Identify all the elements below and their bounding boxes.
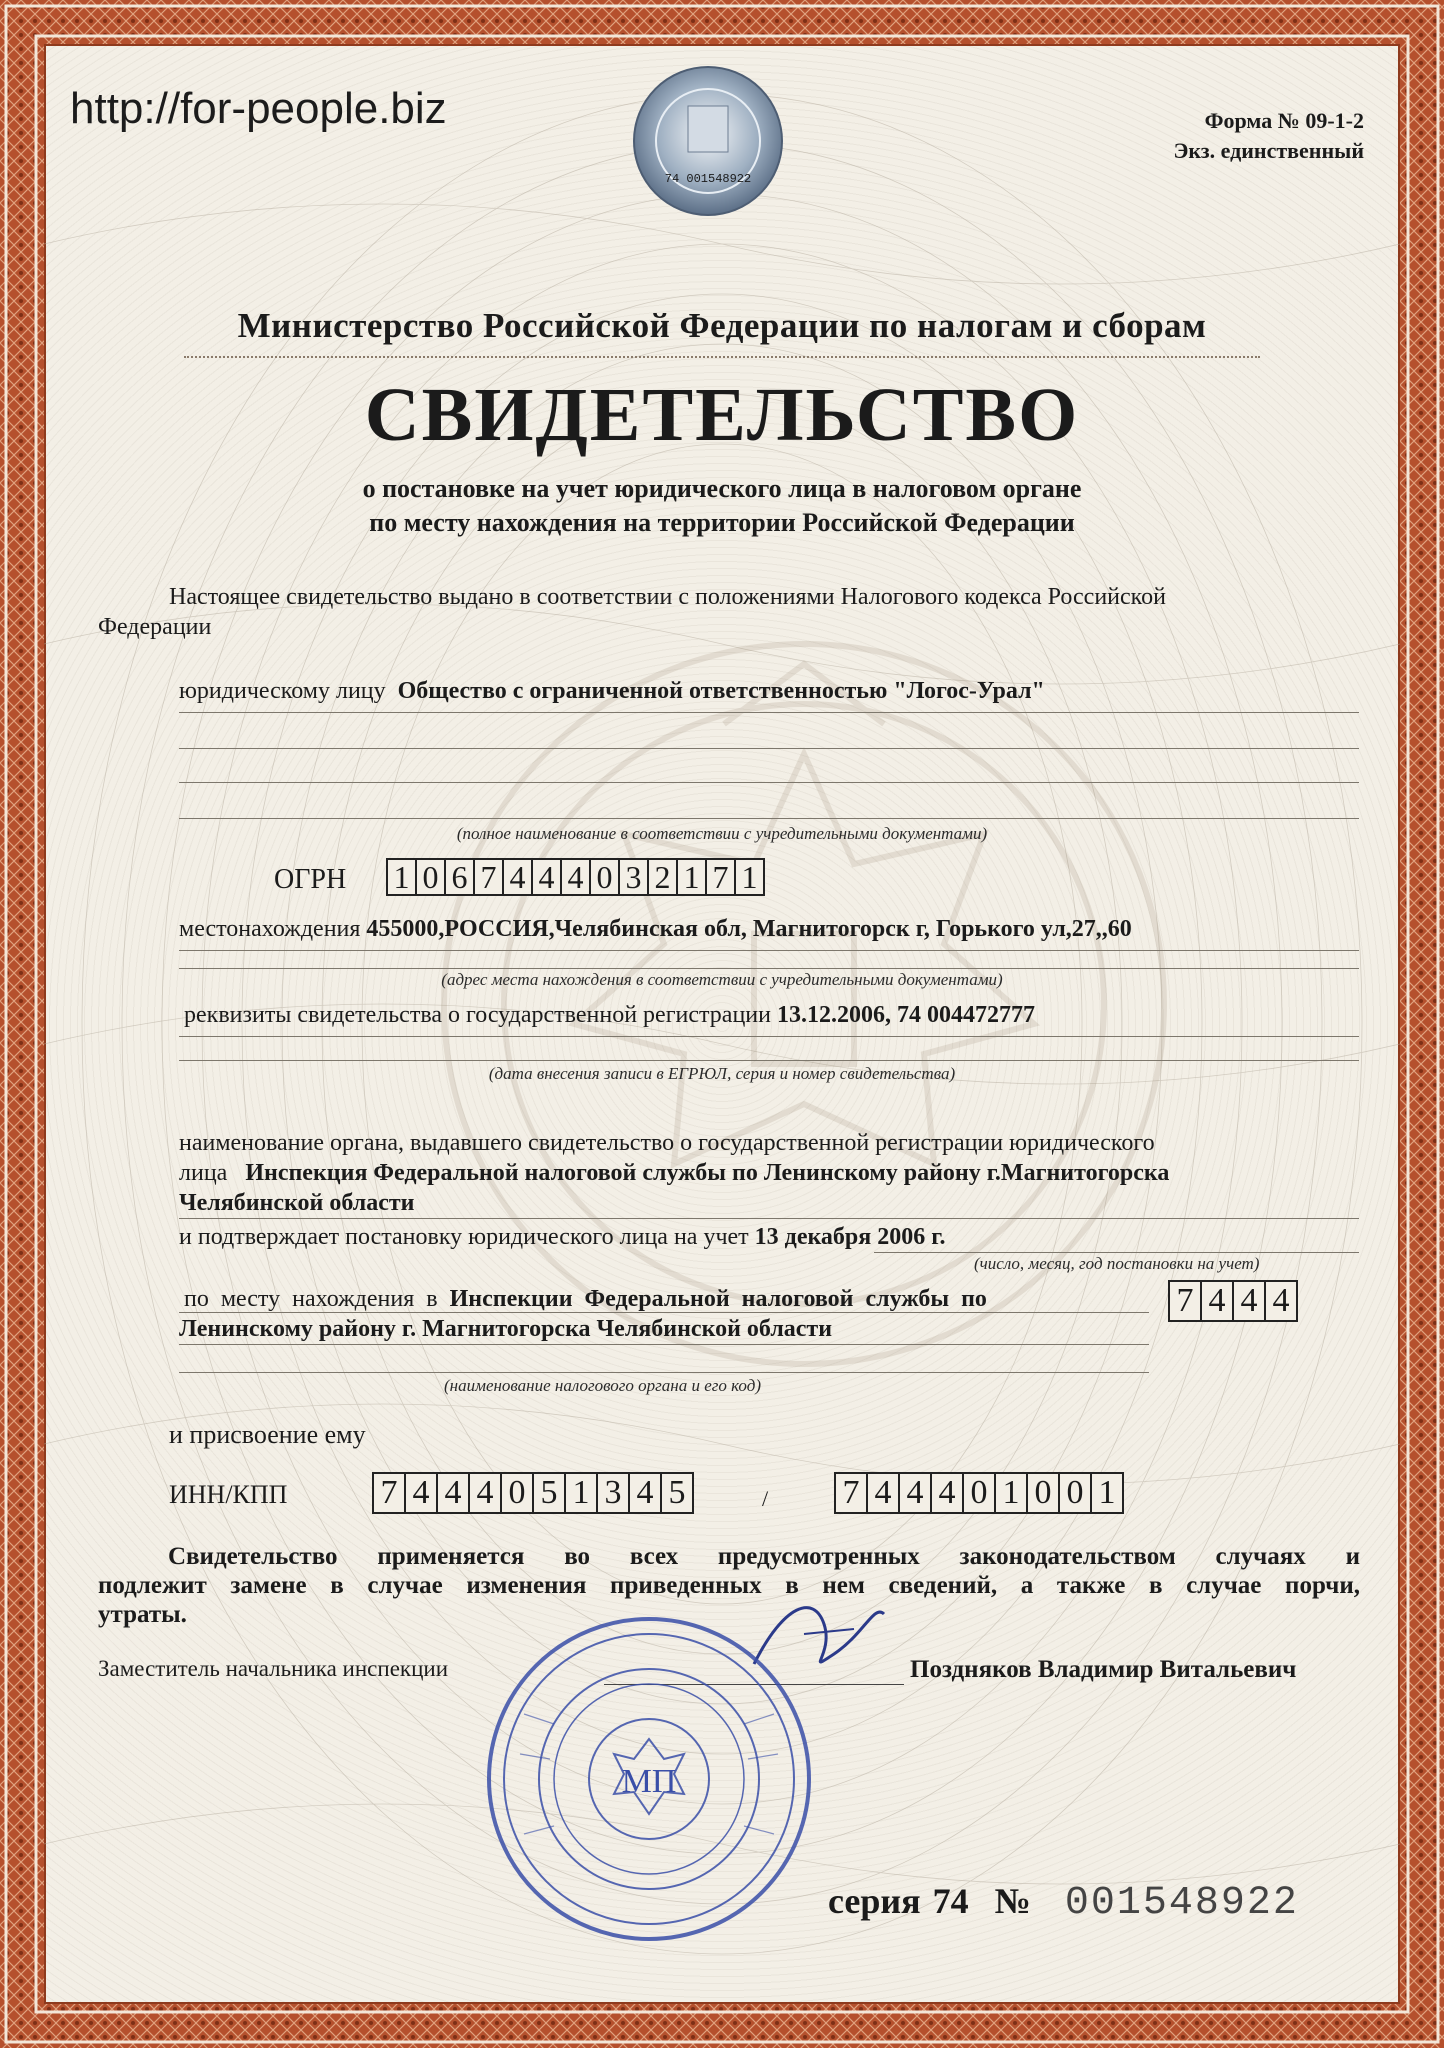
issuer-value-line-1: Инспекция Федеральной налоговой службы по Ленинскому району г.Магнитогорска bbox=[245, 1160, 1170, 1186]
tax-office-code-digit: 4 bbox=[1202, 1282, 1234, 1320]
entity-underline-2 bbox=[179, 748, 1359, 749]
inn-digit: 7 bbox=[374, 1474, 406, 1512]
ogrn-digit: 2 bbox=[649, 860, 678, 894]
registration-label: реквизиты свидетельства о государственной регистрации bbox=[184, 1002, 771, 1028]
entity-row bbox=[179, 678, 1045, 705]
kpp-digit: 0 bbox=[1060, 1474, 1092, 1512]
signatory-name: Поздняков Владимир Витальевич bbox=[910, 1656, 1297, 1683]
kpp-digit: 4 bbox=[868, 1474, 900, 1512]
ogrn-digit: 1 bbox=[678, 860, 707, 894]
location-label: местонахождения bbox=[179, 916, 361, 942]
document-subtitle bbox=[44, 472, 1400, 540]
issuer-underline bbox=[179, 1218, 1359, 1219]
entity-underline-3 bbox=[179, 782, 1359, 783]
registration-underline-1 bbox=[179, 1036, 1359, 1037]
series-block bbox=[828, 1880, 1299, 1926]
issuer-label-line-2: лица bbox=[179, 1160, 228, 1186]
inn-digit: 4 bbox=[630, 1474, 662, 1512]
tax-office-value-line-1: Инспекции Федеральной налоговой службы по bbox=[449, 1286, 987, 1312]
kpp-digit: 0 bbox=[964, 1474, 996, 1512]
issuer-label-line-1: наименование органа, выдавшего свидетельство о государственной регистрации юридического bbox=[179, 1130, 1155, 1156]
location-caption: (адрес места нахождения в соответствии с учредительными документами) bbox=[441, 970, 1003, 989]
inn-boxes bbox=[372, 1472, 694, 1514]
ogrn-label: ОГРН bbox=[274, 864, 347, 895]
certificate-body bbox=[44, 44, 1400, 2004]
stamp-center-text: МП bbox=[621, 1763, 677, 1800]
kpp-digit: 1 bbox=[996, 1474, 1028, 1512]
hologram-seal bbox=[631, 64, 786, 219]
intro-line-2: Федерации bbox=[98, 614, 212, 640]
ministry-name: Министерство Российской Федерации по налогам и сборам bbox=[237, 306, 1207, 345]
official-stamp bbox=[484, 1614, 814, 1944]
ogrn-digit: 6 bbox=[446, 860, 475, 894]
dotted-divider bbox=[184, 356, 1260, 358]
series-value: 74 bbox=[932, 1881, 969, 1921]
ogrn-digit: 1 bbox=[388, 860, 417, 894]
confirm-label: и подтверждает постановку юридического лица на учет bbox=[179, 1224, 749, 1250]
entity-name: Общество с ограниченной ответственностью "Логос-Урал" bbox=[397, 678, 1045, 704]
registration-caption: (дата внесения записи в ЕГРЮЛ, серия и номер свидетельства) bbox=[488, 1064, 956, 1083]
confirm-row bbox=[179, 1224, 945, 1251]
location-underline-2 bbox=[179, 968, 1359, 969]
tax-office-code-digit: 4 bbox=[1234, 1282, 1266, 1320]
ogrn-digit: 0 bbox=[591, 860, 620, 894]
subtitle-line-1: о постановке на учет юридического лица в налоговом органе bbox=[362, 474, 1082, 503]
website-url: http://for-people.biz bbox=[70, 84, 447, 133]
number-sign: № bbox=[994, 1881, 1031, 1921]
kpp-digit: 4 bbox=[900, 1474, 932, 1512]
tax-office-value-line-2: Ленинскому району г. Магнитогорска Челябинской области bbox=[179, 1316, 833, 1342]
entity-underline-4 bbox=[179, 818, 1359, 819]
registration-value: 13.12.2006, 74 004472777 bbox=[777, 1002, 1035, 1028]
tax-office-underline-2 bbox=[179, 1344, 1149, 1345]
assign-label: и присвоение ему bbox=[169, 1420, 366, 1449]
inn-kpp-label: ИНН/КПП bbox=[169, 1480, 288, 1509]
ogrn-digit: 3 bbox=[620, 860, 649, 894]
inn-digit: 4 bbox=[438, 1474, 470, 1512]
entity-caption: (полное наименование в соответствии с учредительными документами) bbox=[456, 824, 988, 843]
location-value: 455000,РОССИЯ,Челябинская обл, Магнитогорск г, Горького ул,27,,60 bbox=[366, 916, 1132, 942]
ogrn-digit: 4 bbox=[504, 860, 533, 894]
inn-digit: 5 bbox=[668, 1474, 686, 1511]
issuer-value-line-2: Челябинской области bbox=[179, 1190, 415, 1216]
ogrn-digit: 4 bbox=[562, 860, 591, 894]
subtitle-line-2: по месту нахождения на территории Российской Федерации bbox=[369, 508, 1075, 537]
inn-kpp-separator: / bbox=[762, 1486, 769, 1511]
tax-office-caption: (наименование налогового органа и его код) bbox=[444, 1376, 761, 1395]
ogrn-digit: 0 bbox=[417, 860, 446, 894]
kpp-digit: 7 bbox=[836, 1474, 868, 1512]
tax-office-label: по месту нахождения в bbox=[184, 1286, 438, 1312]
tax-office-underline-1 bbox=[179, 1312, 1149, 1313]
registration-row bbox=[184, 1002, 1035, 1029]
kpp-digit: 4 bbox=[932, 1474, 964, 1512]
kpp-digit: 0 bbox=[1028, 1474, 1060, 1512]
location-underline-1 bbox=[179, 950, 1359, 951]
location-row bbox=[179, 916, 1132, 943]
confirm-underline bbox=[874, 1252, 1359, 1253]
inn-digit: 1 bbox=[566, 1474, 598, 1512]
kpp-boxes bbox=[834, 1472, 1124, 1514]
inn-digit: 3 bbox=[598, 1474, 630, 1512]
inn-digit: 4 bbox=[406, 1474, 438, 1512]
ogrn-digit: 7 bbox=[707, 860, 736, 894]
inn-digit: 4 bbox=[470, 1474, 502, 1512]
tax-office-underline-3 bbox=[179, 1372, 1149, 1373]
tax-office-code-boxes bbox=[1168, 1280, 1298, 1322]
inn-digit: 0 bbox=[502, 1474, 534, 1512]
copy-note: Экз. единственный bbox=[1173, 138, 1364, 163]
intro-line-1: Настоящее свидетельство выдано в соответствии с положениями Налогового кодекса Российской bbox=[169, 584, 1166, 610]
inn-digit: 5 bbox=[534, 1474, 566, 1512]
notice-line-2: подлежит замене в случае изменения приведенных в нем сведений, а также в случае порчи, bbox=[98, 1572, 1360, 1599]
tax-office-row bbox=[184, 1286, 987, 1313]
series-label: серия bbox=[828, 1881, 921, 1921]
signatory-position: Заместитель начальника инспекции bbox=[98, 1656, 448, 1681]
form-number: Форма № 09-1-2 bbox=[1204, 108, 1364, 133]
form-number-block bbox=[1173, 106, 1364, 166]
registration-underline-2 bbox=[179, 1060, 1359, 1061]
kpp-digit: 1 bbox=[1098, 1474, 1116, 1511]
confirm-date: 13 декабря 2006 г. bbox=[754, 1224, 946, 1250]
certificate-number: 001548922 bbox=[1064, 1881, 1299, 1926]
entity-underline-1 bbox=[179, 712, 1359, 713]
hologram-number: 74 001548922 bbox=[664, 172, 752, 186]
entity-label: юридическому лицу bbox=[179, 678, 386, 704]
ogrn-boxes bbox=[386, 858, 765, 896]
issuer-row bbox=[179, 1160, 1169, 1187]
tax-office-code-digit: 7 bbox=[1170, 1282, 1202, 1320]
ogrn-digit: 4 bbox=[533, 860, 562, 894]
tax-office-code-digit: 4 bbox=[1272, 1282, 1290, 1319]
document-title: СВИДЕТЕЛЬСТВО bbox=[364, 373, 1080, 457]
ogrn-digit: 7 bbox=[475, 860, 504, 894]
confirm-caption: (число, месяц, год постановки на учет) bbox=[974, 1254, 1260, 1273]
notice-line-1: Свидетельство применяется во всех предусмотренных законодательством случаях и bbox=[168, 1543, 1360, 1570]
ogrn-digit: 1 bbox=[741, 859, 758, 895]
notice-line-3: утраты. bbox=[98, 1601, 187, 1628]
